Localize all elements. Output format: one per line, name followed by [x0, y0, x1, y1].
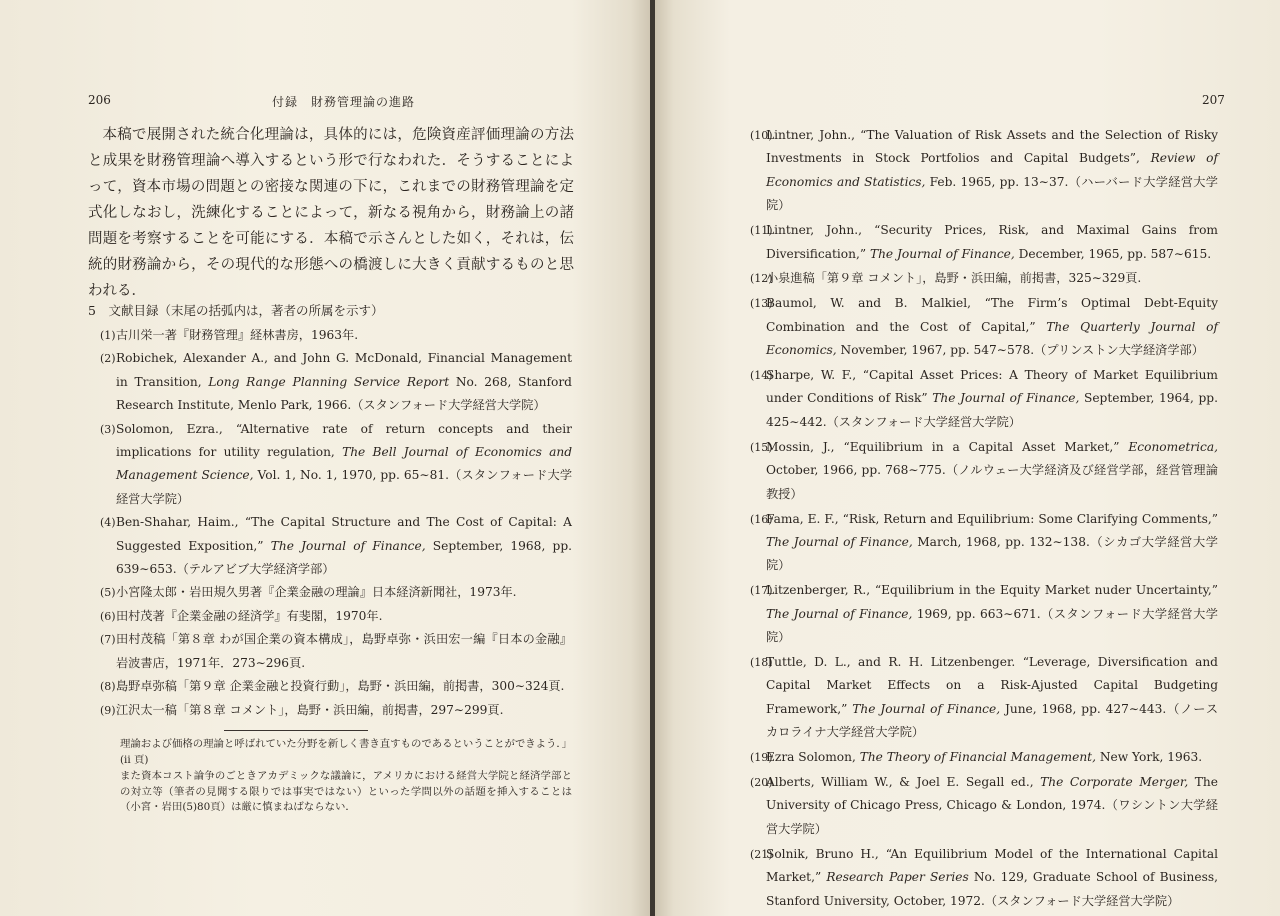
reference-number: (3): [100, 422, 116, 436]
reference-item: (14) Sharpe, W. F., “Capital Asset Prices: A Theory of Market Equilibrium under Conditions of Risk” The Journal of Finance, September, 1964, pp. 425∼442.（スタンフォード大学経営大学院）: [752, 364, 1218, 434]
reference-number: (21): [750, 847, 773, 861]
reference-item: (20) Alberts, William W., & Joel E. Segall ed., The Corporate Merger, The University of Chicago Press, Chicago & London, 1974.（ワシントン大学経営大学院）: [752, 771, 1218, 841]
reference-number: (4): [100, 516, 116, 530]
reference-number: (7): [100, 633, 116, 647]
reference-number: (2): [100, 352, 116, 366]
reference-number: (12): [750, 272, 773, 286]
reference-item: (4) Ben-Shahar, Haim., “The Capital Structure and The Cost of Capital: A Suggested Exposition,” The Journal of Finance, September, 1968, pp. 639∼653.（テルアビブ大学経済学部）: [102, 511, 572, 581]
reference-number: (6): [100, 609, 116, 623]
reference-item: (16) Fama, E. F., “Risk, Return and Equilibrium: Some Clarifying Comments,” The Journal of Finance, March, 1968, pp. 132∼138.（シカゴ大学経営大学院）: [752, 508, 1218, 578]
reference-item: (19) Ezra Solomon, The Theory of Financial Management, New York, 1963.: [752, 746, 1218, 769]
body-paragraph: [88, 122, 574, 304]
running-head: 付録 財務管理論の進路: [272, 95, 416, 109]
reference-item: (5) 小宮隆太郎・岩田規久男著『企業金融の理論』日本経済新聞社，1973年.: [102, 581, 572, 604]
reference-item: (2) Robichek, Alexander A., and John G. McDonald, Financial Management in Transition, Long Range Planning Service Report No. 268, Stanford Research Institute, Menlo Park, 1966.（スタンフォード大学経営大学院）: [102, 347, 572, 417]
page-number: 206: [88, 93, 111, 107]
reference-item: (6) 田村茂著『企業金融の経済学』有斐閣，1970年.: [102, 605, 572, 628]
reference-number: (14): [750, 369, 773, 383]
reference-item: (13) Baumol, W. and B. Malkiel, “The Firm’s Optimal Debt-Equity Combination and the Cost of Capital,” The Quarterly Journal of Economics, November, 1967, pp. 547∼578.（プリンストン大学経済学部）: [752, 292, 1218, 362]
reference-item: (18) Tuttle, D. L., and R. H. Litzenbenger. “Leverage, Diversification and Capital Market Effects on a Risk-Ajusted Capital Budgeting Framework,” The Journal of Finance, June, 1968, pp. 427∼443.（ノースカロライナ大学経営大学院）: [752, 651, 1218, 745]
reference-number: (20): [750, 775, 773, 789]
footnotes: [120, 737, 572, 817]
reference-number: (10): [750, 129, 773, 142]
reference-number: (15): [750, 440, 773, 454]
reference-number: (19): [750, 751, 773, 765]
reference-number: (13): [750, 297, 773, 311]
body-text: 本稿で展開された統合化理論は，具体的には，危険資産評価理論の方法と成果を財務管理論へ導入するという形で行なわれた．そうすることによって，資本市場の問題との密接な関連の下に，これまでの財務管理論を定式化しなおし，洗練化することによって，新なる視角から，財務論上の諸問題を考察することを可能にする．本稿で示さんとした如く，それは，伝統的財務論から，その現代的な形態への橋渡しに大きく貢献するものと思われる．: [88, 127, 574, 299]
reference-number: (11): [750, 224, 773, 238]
reference-list: [102, 324, 572, 722]
reference-item: (7) 田村茂稿「第８章 わが国企業の資本構成」，島野卓弥・浜田宏一編『日本の金融』岩波書店，1971年．273∼296頁.: [102, 628, 572, 675]
reference-number: (5): [100, 586, 116, 600]
reference-item: (12) 小泉進稿「第９章 コメント」，島野・浜田編，前掲書，325∼329頁.: [752, 267, 1218, 290]
reference-number: (9): [100, 703, 116, 717]
reference-number: (18): [750, 655, 773, 669]
reference-number: (16): [750, 512, 773, 526]
reference-list: [752, 124, 1218, 914]
reference-item: (11) Lintner, John., “Security Prices, Risk, and Maximal Gains from Diversification,” The Journal of Finance, December, 1965, pp. 587∼615.: [752, 219, 1218, 266]
footnote: また資本コスト論争のごときアカデミックな議論に，アメリカにおける経営大学院と経済学部との対立等（筆者の見聞する限りでは事実ではない）といった学問以外の話題を挿入することは（小宮・岩田(5)80頁）は厳に慎まねばならない．: [120, 770, 572, 813]
reference-item: (15) Mossin, J., “Equilibrium in a Capital Asset Market,” Econometrica, October, 1966, pp. 768∼775.（ノルウェー大学経済及び経営学部，経営管理論教授）: [752, 436, 1218, 506]
reference-item: (10) Lintner, John., “The Valuation of Risk Assets and the Selection of Risky Investments in Stock Portfolios and Capital Budgets”, Review of Economics and Statistics, Feb. 1965, pp. 13∼37.（ハーバード大学経営大学院）: [752, 124, 1218, 218]
page-number: 207: [1202, 93, 1225, 107]
footnote: 理論および価格の理論と呼ばれていた分野を新しく書き直すものであるということができよう．」(ii 頁): [120, 738, 572, 766]
section-heading: 5 文献目録（末尾の括弧内は，著者の所属を示す）: [88, 303, 384, 318]
reference-item: (8) 島野卓弥稿「第９章 企業金融と投資行動」，島野・浜田編，前掲書，300∼324頁.: [102, 675, 572, 698]
reference-number: (17): [750, 584, 773, 598]
right-page: [655, 0, 1280, 916]
reference-item: (1) 古川栄一著『財務管理』経林書房，1963年.: [102, 324, 572, 347]
reference-number: (1): [100, 329, 116, 342]
reference-item: (21) Solnik, Bruno H., “An Equilibrium Model of the International Capital Market,” Research Paper Series No. 129, Graduate School of Business, Stanford University, October, 1972.（スタンフォード大学経営大学院）: [752, 843, 1218, 913]
footnote-divider: [224, 730, 368, 731]
reference-item: (17) Litzenberger, R., “Equilibrium in the Equity Market nuder Uncertainty,” The Journal of Finance, 1969, pp. 663∼671.（スタンフォード大学経営大学院）: [752, 579, 1218, 649]
reference-item: (3) Solomon, Ezra., “Alternative rate of return concepts and their implications for utility regulation, The Bell Journal of Economics and Management Science, Vol. 1, No. 1, 1970, pp. 65∼81.（スタンフォード大学経営大学院）: [102, 418, 572, 512]
reference-number: (8): [100, 680, 116, 694]
reference-item: (9) 江沢太一稿「第８章 コメント」，島野・浜田編，前掲書，297∼299頁.: [102, 699, 572, 722]
